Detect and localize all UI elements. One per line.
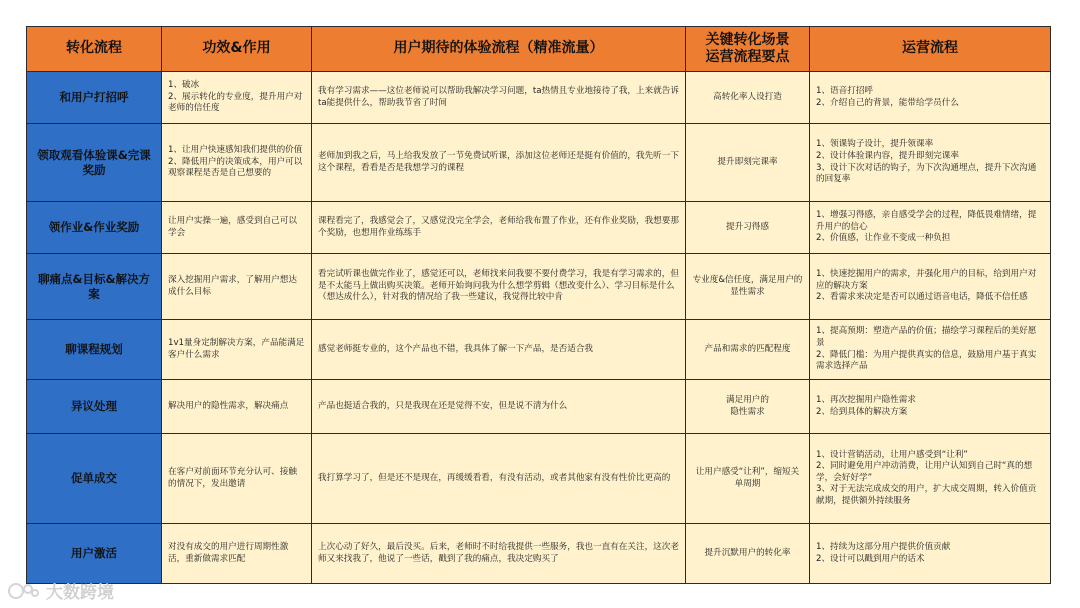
experience-cell: 课程看完了，我感觉会了，又感觉没完全学会，老师给我布置了作业，还有作业奖励，我想要那个奖励，也想用作业练练手 xyxy=(312,202,686,254)
ops-cell: 1、提高预期：塑造产品的价值；描绘学习课程后的美好愿景 2、降低门槛：为用户提供真实的信息，鼓励用户基于真实需求选择产品 xyxy=(810,320,1051,380)
table-row xyxy=(27,72,1051,124)
watermark-logo-icon xyxy=(6,581,40,601)
process-table-container xyxy=(26,26,1050,588)
keypoint-cell: 产品和需求的匹配程度 xyxy=(686,320,810,380)
stage-label: 聊痛点&目标&解决方案 xyxy=(27,254,162,320)
keypoint-cell: 提升习得感 xyxy=(686,202,810,254)
ops-cell: 1、快速挖掘用户的需求，并强化用户的目标，给到用户对应的解决方案 2、看需求来决定是否可以通过语音电话，降低不信任感 xyxy=(810,254,1051,320)
header-keypoint: 关键转化场景 运营流程要点 xyxy=(686,27,810,72)
table-row xyxy=(27,380,1051,434)
stage-label: 用户激活 xyxy=(27,524,162,584)
ops-cell: 1、语音打招呼 2、介绍自己的背景，能带给学员什么 xyxy=(810,72,1051,124)
table-row xyxy=(27,524,1051,584)
watermark xyxy=(6,578,114,603)
table-header-row xyxy=(27,27,1051,72)
table-row xyxy=(27,434,1051,524)
ops-cell: 1、持续为这部分用户提供价值贡献 2、设计可以戳到用户的话术 xyxy=(810,524,1051,584)
effect-cell: 在客户对前面环节充分认可、接触的情况下，发出邀请 xyxy=(162,434,312,524)
ops-cell: 1、领课钩子设计，提升领课率 2、设计体验课内容，提升即刻完课率 3、设计下次对话的钩子，为下次沟通埋点，提升下次沟通的回复率 xyxy=(810,124,1051,202)
keypoint-cell: 让用户感受“让利”，缩短关单周期 xyxy=(686,434,810,524)
experience-cell: 看完试听课也做完作业了，感觉还可以，老师找来问我要不要付费学习，我是有学习需求的，但是不太能马上做出购买决策。老师开始询问我为什么想学剪辑（想改变什么）、学习目标是什么（想达成什么），针对我的情况给了我一些建议，我觉得比较中肯 xyxy=(312,254,686,320)
ops-cell: 1、再次挖掘用户隐性需求 2、给到具体的解决方案 xyxy=(810,380,1051,434)
effect-cell: 1v1量身定制解决方案，产品能满足客户什么需求 xyxy=(162,320,312,380)
experience-cell: 感觉老师挺专业的，这个产品也不错，我具体了解一下产品，是否适合我 xyxy=(312,320,686,380)
table-row xyxy=(27,320,1051,380)
effect-cell: 1、破冰 2、展示转化的专业度，提升用户对老师的信任度 xyxy=(162,72,312,124)
conversion-process-table xyxy=(26,26,1051,584)
keypoint-cell: 提升即刻完课率 xyxy=(686,124,810,202)
header-ops: 运营流程 xyxy=(810,27,1051,72)
stage-label: 领作业&作业奖励 xyxy=(27,202,162,254)
experience-cell: 我有学习需求——这位老师说可以帮助我解决学习问题，ta热情且专业地接待了我，上来就告诉ta能提供什么，帮助我节省了时间 xyxy=(312,72,686,124)
table-row xyxy=(27,254,1051,320)
stage-label: 和用户打招呼 xyxy=(27,72,162,124)
effect-cell: 1、让用户快速感知我们提供的价值 2、降低用户的决策成本，用户可以观察课程是否是自己想要的 xyxy=(162,124,312,202)
effect-cell: 深入挖掘用户需求，了解用户想达成什么目标 xyxy=(162,254,312,320)
header-stage: 转化流程 xyxy=(27,27,162,72)
keypoint-cell: 满足用户的 隐性需求 xyxy=(686,380,810,434)
table-row xyxy=(27,124,1051,202)
watermark-text: 大数跨境 xyxy=(46,583,114,603)
experience-cell: 老师加到我之后，马上给我发放了一节免费试听课，添加这位老师还是挺有价值的，我先听一下这个课程，看看是否是我想学习的课程 xyxy=(312,124,686,202)
experience-cell: 我打算学习了，但是还不是现在，再缓缓看看，有没有活动，或者其他家有没有性价比更高的 xyxy=(312,434,686,524)
header-experience: 用户期待的体验流程（精准流量） xyxy=(312,27,686,72)
stage-label: 领取观看体验课&完课奖励 xyxy=(27,124,162,202)
ops-cell: 1、设计营销活动，让用户感受到“让利” 2、同时避免用户冲动消费，让用户认知到自己时“真的想学，会好好学” 3、对于无法完成成交的用户，扩大成交周期，转入价值贡献期，提供额外持续服务 xyxy=(810,434,1051,524)
experience-cell: 上次心动了好久，最后没买。后来，老师时不时给我提供一些服务，我也一直有在关注，这次老师又来找我了，他说了一些话，戳到了我的痛点，我决定购买了 xyxy=(312,524,686,584)
ops-cell: 1、增强习得感，亲自感受学会的过程，降低畏难情绪，提升用户的信心 2、价值感，让作业不变成一种负担 xyxy=(810,202,1051,254)
effect-cell: 让用户实操一遍，感受到自己可以学会 xyxy=(162,202,312,254)
effect-cell: 对没有成交的用户进行周期性激活，重新做需求匹配 xyxy=(162,524,312,584)
table-row xyxy=(27,202,1051,254)
header-effect: 功效&作用 xyxy=(162,27,312,72)
stage-label: 促单成交 xyxy=(27,434,162,524)
stage-label: 聊课程规划 xyxy=(27,320,162,380)
keypoint-cell: 专业度&信任度，满足用户的显性需求 xyxy=(686,254,810,320)
effect-cell: 解决用户的隐性需求，解决痛点 xyxy=(162,380,312,434)
stage-label: 异议处理 xyxy=(27,380,162,434)
experience-cell: 产品也挺适合我的，只是我现在还是觉得不安，但是说不清为什么 xyxy=(312,380,686,434)
keypoint-cell: 高转化率人设打造 xyxy=(686,72,810,124)
keypoint-cell: 提升沉默用户的转化率 xyxy=(686,524,810,584)
